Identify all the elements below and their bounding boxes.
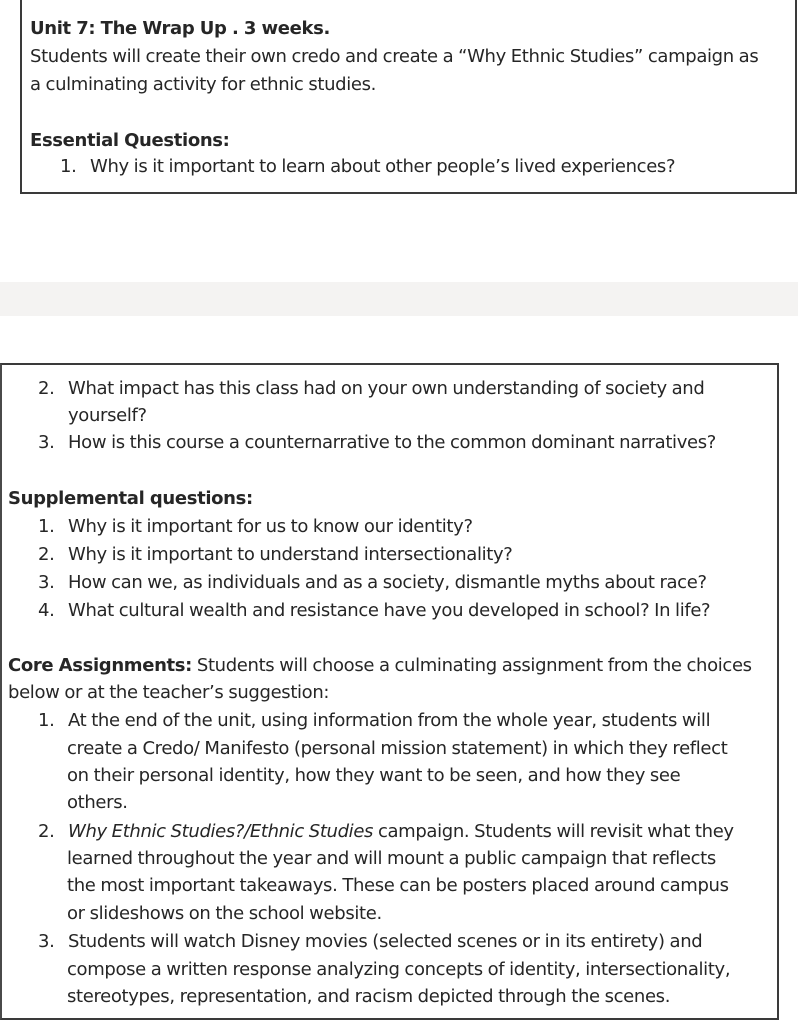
list-number: 2. (38, 544, 55, 565)
assignment-text-continued: compose a written response analyzing concepts of identity, intersectionality, (67, 959, 731, 980)
question-text: Why is it important for us to know our identity? (68, 516, 473, 537)
page-separator-band (0, 282, 798, 316)
assignment-text-continued: create a Credo/ Manifesto (personal mission statement) in which they reflect (67, 738, 728, 759)
assignment-item (38, 928, 702, 956)
core-assignments-intro-line-2: below or at the teacher’s suggestion: (8, 682, 330, 703)
list-number: 4. (38, 600, 55, 621)
supplemental-question-item (38, 569, 707, 597)
unit-description-line-1: Students will create their own credo and create a “Why Ethnic Studies” campaign as (30, 46, 759, 67)
assignment-item (38, 818, 734, 846)
question-text: Why is it important to understand intersectionality? (68, 544, 513, 565)
list-number: 1. (38, 516, 55, 537)
list-number: 3. (38, 432, 55, 453)
list-number: 2. (38, 378, 55, 399)
assignment-text-continued: or slideshows on the school website. (67, 903, 382, 924)
essential-question-item (60, 153, 675, 181)
question-text: How can we, as individuals and as a society, dismantle myths about race? (68, 572, 707, 593)
question-text: What cultural wealth and resistance have you developed in school? In life? (68, 600, 711, 621)
essential-question-item (38, 375, 704, 403)
assignment-text: Students will watch Disney movies (selected scenes or in its entirety) and (68, 931, 703, 952)
list-number: 3. (38, 931, 55, 952)
assignment-text: campaign. Students will revisit what they (373, 821, 734, 842)
supplemental-question-item (38, 597, 710, 625)
assignment-text: At the end of the unit, using information from the whole year, students will (68, 710, 711, 731)
core-assignments-intro (8, 652, 752, 680)
list-number: 3. (38, 572, 55, 593)
assignment-text-continued: the most important takeaways. These can be posters placed around campus (67, 875, 729, 896)
essential-question-item (38, 429, 716, 457)
assignment-italic-title: Why Ethnic Studies?/Ethnic Studies (68, 821, 374, 842)
supplemental-questions-heading: Supplemental questions: (8, 488, 253, 509)
supplemental-question-item (38, 541, 513, 569)
assignment-text-continued: stereotypes, representation, and racism depicted through the scenes. (67, 986, 671, 1007)
list-number: 1. (38, 710, 55, 731)
question-text: What impact has this class had on your own understanding of society and (68, 378, 705, 399)
core-assignments-heading: Core Assignments: (8, 655, 193, 676)
question-text: How is this course a counternarrative to the common dominant narratives? (68, 432, 716, 453)
unit-summary-box (20, 0, 797, 194)
question-text: Why is it important to learn about other people’s lived experiences? (90, 156, 676, 177)
unit-description-line-2: a culminating activity for ethnic studies. (30, 74, 376, 95)
list-number: 2. (38, 821, 55, 842)
essential-questions-heading: Essential Questions: (30, 130, 230, 151)
assignment-text-continued: others. (67, 792, 128, 813)
assignment-text-continued: learned throughout the year and will mount a public campaign that reflects (67, 848, 716, 869)
supplemental-question-item (38, 513, 473, 541)
list-number: 1. (60, 156, 77, 177)
question-text-continued: yourself? (68, 405, 147, 426)
core-assignments-intro-text: Students will choose a culminating assignment from the choices (192, 655, 752, 676)
assignment-item (38, 707, 710, 735)
assignment-text-continued: on their personal identity, how they want to be seen, and how they see (67, 765, 681, 786)
unit-title: Unit 7: The Wrap Up . 3 weeks. (30, 18, 330, 39)
unit-details-box (0, 363, 779, 1020)
